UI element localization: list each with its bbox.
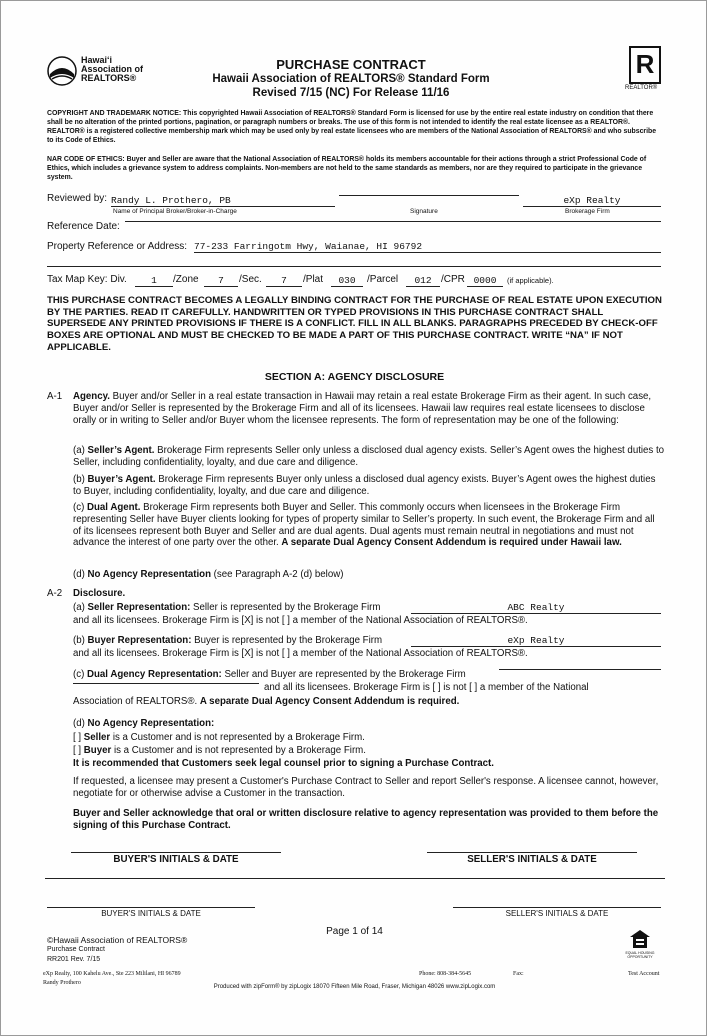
a2c-title: Dual Agency Representation: [87,669,222,680]
a2b-line2: and all its licensees. Brokerage Firm is [X] is not [ ] a member of the National Association of REALTORS®. [73,648,528,659]
tmk-cpr-field[interactable]: 0000 [467,275,503,287]
a2d-prefix: (d) [73,718,88,729]
section-a-title: SECTION A: AGENCY DISCLOSURE [264,371,445,383]
buyer-customer-checkbox[interactable]: [ ] [73,745,84,756]
a2b-text: Buyer is represented by the Brokerage Firm [191,635,383,646]
a1b-paragraph [73,474,665,498]
a1b-title: Buyer’s Agent. [87,474,156,485]
a1a-paragraph [73,445,665,469]
tmk-label: Tax Map Key: Div. [47,274,127,285]
a2b-prefix: (b) [73,635,88,646]
form-revision: Revised 7/15 (NC) For Release 11/16 [252,87,450,99]
seller-initials-label: SELLER'S INITIALS & DATE [467,854,597,865]
a2d-title: No Agency Representation: [87,718,215,729]
footer-produced: Produced with zipForm® by zipLogix 18070 Fifteen Mile Road, Fraser, Michigan 48026 www.zipLogix.com [213,984,496,990]
a2d-buyer-option[interactable] [73,745,366,757]
realtor-caption: REALTOR® [625,85,658,91]
signature-caption: Signature [410,208,438,215]
tmk-sec-field[interactable]: 7 [266,275,302,287]
a1b-text: Brokerage Firm represents Buyer only unless a disclosed dual agency exists. Buyer’s Agent owes the highest duties to Buyer, including confidentiality, loyalty, and due care and diligence. [73,474,656,497]
equal-housing-caption: EQUAL HOUSING OPPORTUNITY [625,951,655,959]
broker-caption: Name of Principal Broker/Broker-in-Charge [113,208,237,215]
a1d-text: (see Paragraph A-2 (d) below) [210,569,344,580]
a1d-title: No Agency Representation [87,569,211,580]
property-label: Property Reference or Address: [47,241,188,252]
a1d-paragraph [73,569,665,581]
tmk-parcel-field[interactable]: 012 [406,275,440,287]
footer-fax: Fax: [513,971,524,977]
a2d-buyer-text: is a Customer and is not represented by a Brokerage Firm. [111,745,366,756]
footer-phone: Phone: 808-384-5645 [419,971,472,977]
tmk-div-field[interactable]: 1 [135,275,173,287]
tmk-parcel-label: /Parcel [367,274,399,285]
tmk-cpr-label: /CPR [441,274,465,285]
firm-caption: Brokerage Firm [565,208,610,215]
a2b-title: Buyer Representation: [87,635,192,646]
equal-housing-icon [629,929,651,949]
footer-buyer-line[interactable] [47,907,255,908]
a2d-seller-option[interactable] [73,732,365,744]
a2c-prefix: (c) [73,669,87,680]
footer-copyright: ©Hawaii Association of REALTORS® [47,935,188,945]
a2d-seller-bold: Seller [83,732,111,743]
brokerage-firm-field[interactable]: eXp Realty [523,195,661,207]
buyer-initials-label: BUYER'S INITIALS & DATE [113,854,239,865]
page-number: Page 1 of 14 [326,926,383,937]
tmk-zone-field[interactable]: 7 [204,275,238,287]
binding-notice: THIS PURCHASE CONTRACT BECOMES A LEGALLY BINDING CONTRACT FOR THE PURCHASE OF REAL ESTATE UPON EXECUTION BY THE PARTIES. READ IT CAREFULLY. HANDWRITTEN OR TYPED PROVISIONS IN THIS PURCHASE CONTRACT SHALL SUPERSEDE ANY PRINTED PROVISIONS IF THERE IS A CONFLICT. FILL IN ALL BLANKS. PARAGRAPHS PRECEDED BY CHECK-OFF BOXES ARE OPTIONAL AND MUST BE CHECKED TO BE MADE A PART OF THIS PURCHASE CONTRACT. WRITE “NA” IF NOT APPLICABLE. [47,295,662,353]
a2d-heading [73,718,214,730]
a1c-text: Brokerage Firm represents both Buyer and Seller. This commonly occurs when licensees in the Brokerage Firm representing Seller have Buyer clients looking for types of property similar to Seller’s property. In such event, the Brokerage Firm and all of its licensees represent both Buyer and Seller and are dual agents. Dual agents must remain neutral in negotiations and must not advance the interest of one party over the other. [73,502,655,549]
realtor-logo-icon [629,46,661,84]
a2-number: A-2 [47,588,63,599]
a2c-line3-b: A separate Dual Agency Consent Addendum is required. [199,696,460,707]
footer-form-name: Purchase Contract [47,946,105,953]
a2d-customer-contract: If requested, a licensee may present a Customer's Purchase Contract to Seller and report Seller's response. A licensee cannot, however, negotiate for or otherwise advise a Customer in the transaction. [73,776,659,799]
seller-customer-checkbox[interactable]: [ ] [73,732,84,743]
a2d-buyer-bold: Buyer [83,745,112,756]
a1c-title: Dual Agent. [87,502,141,513]
footer-agent: Randy Prothero [43,980,81,986]
reference-date-label: Reference Date: [47,221,120,232]
hawaii-logo-icon [47,56,77,86]
a1-number: A-1 [47,391,63,402]
form-subtitle: Hawaii Association of REALTORS® Standard Form [212,73,490,85]
property-address-field[interactable]: 77-233 Farringotm Hwy, Waianae, HI 96792 [194,241,661,253]
broker-name-field[interactable]: Randy L. Prothero, PB [111,195,335,207]
a2a-line1 [73,602,380,614]
a2b-line1 [73,635,382,647]
a1a-text: Brokerage Firm represents Seller only unless a disclosed dual agency exists. Seller’s Agent owes the highest duties to Seller, including confidentiality, loyalty, and due care and diligence. [73,445,665,468]
a2d-recommend: It is recommended that Customers seek legal counsel prior to signing a Purchase Contract. [73,758,494,769]
signature-field[interactable] [339,195,519,196]
a1a-prefix: (a) [73,445,88,456]
dual-firm-field[interactable] [499,669,661,670]
seller-firm-field[interactable]: ABC Realty [411,602,661,614]
ethics-notice: NAR CODE OF ETHICS: Buyer and Seller are aware that the National Association of REALTORS® holds its members accountable for their actions through a strict Professional Code of Ethics, which includes a grievance system to address complaints. Non-members are not held to the same standards as members, nor are they required to participate in the grievance system. [47,156,647,182]
footer-divider [45,878,665,879]
a1-text: Buyer and/or Seller in a real estate transaction in Hawaii may retain a real estate Brokerage Firm as their agent. In such case, Buyer and/or Seller is represented by the Brokerage Firm and all of its licensees. Hawaii law requires real estate licensees to disclose orally or in writing to Seller and/or Buyer whom the licensee represents. The form of representation may be one of the following: [73,391,652,426]
a2c-line2: and all its licensees. Brokerage Firm is [ ] is not [ ] a member of the National [264,682,589,693]
tmk-plat-field[interactable]: 030 [331,275,363,287]
a1d-prefix: (d) [73,569,88,580]
footer-seller-label: SELLER'S INITIALS & DATE [505,909,609,918]
a2a-prefix: (a) [73,602,88,613]
a1c-prefix: (c) [73,502,87,513]
dual-firm-field-2[interactable] [73,683,259,684]
a2d-seller-text: is a Customer and is not represented by a Brokerage Firm. [110,732,365,743]
copyright-notice: COPYRIGHT AND TRADEMARK NOTICE: This copyrighted Hawaii Association of REALTORS® Standard Form is licensed for use by the entire real estate industry on condition that there shall be no alteration of the printed portions, pagination, or paragraph numbers or breaks. The use of this form is not intended to identify the real estate licensee as a REALTOR®. REALTOR® is a registered collective membership mark which may be used only by real estate licensees who are members of the National Association of REALTORS® and who subscribe to its Code of Ethics. [47,110,657,145]
footer-office: eXp Realty, 100 Kahelu Ave., Ste 223 Mililani, HI 96789 [43,971,181,977]
seller-initials-line[interactable] [427,852,637,853]
logo-line-2: Association of [81,64,144,74]
buyer-firm-field[interactable]: eXp Realty [411,635,661,647]
a1a-title: Seller’s Agent. [87,445,155,456]
tmk-note: (if applicable). [507,276,554,285]
a2c-text: Seller and Buyer are represented by the Brokerage Firm [221,669,466,680]
footer-form-rev: RR201 Rev. 7/15 [47,956,101,963]
a1b-prefix: (b) [73,474,88,485]
a2a-title: Seller Representation: [87,602,191,613]
realtor-mark: R [635,49,655,79]
a2a-text: Seller is represented by the Brokerage Firm [190,602,381,613]
title-block [201,57,501,100]
reference-date-field[interactable] [125,221,661,222]
footer-buyer-label: BUYER'S INITIALS & DATE [101,909,201,918]
logo-line-3: REALTORS® [81,73,137,83]
property-line-2 [47,266,661,267]
a1c-bold-tail: A separate Dual Agency Consent Addendum is required under Hawaii law. [281,537,622,549]
footer-account: Test Account [628,971,660,977]
a2c-line1 [73,669,466,681]
a2c-line3-a: Association of REALTORS®. [73,696,200,707]
hawaii-realtors-logo [47,54,157,92]
a2c-line3 [73,696,459,708]
a1c-paragraph [73,502,665,549]
acknowledge-text: Buyer and Seller acknowledge that oral or written disclosure relative to agency representation was provided to them before the signing of this Purchase Contract. [73,808,659,831]
footer-seller-line[interactable] [453,907,661,908]
tmk-plat-label: /Plat [303,274,324,285]
a2a-line2: and all its licensees. Brokerage Firm is [X] is not [ ] a member of the National Association of REALTORS®. [73,615,528,626]
buyer-initials-line[interactable] [71,852,281,853]
a1-paragraph [73,391,665,426]
logo-line-1: Hawaiʻi [81,55,113,65]
a2-title: Disclosure. [73,588,126,599]
tmk-sec-label: /Sec. [239,274,262,285]
reviewed-by-label: Reviewed by: [47,193,108,204]
a1-title: Agency. [73,391,110,402]
tmk-zone-label: /Zone [173,274,199,285]
form-title: PURCHASE CONTRACT [276,57,426,72]
